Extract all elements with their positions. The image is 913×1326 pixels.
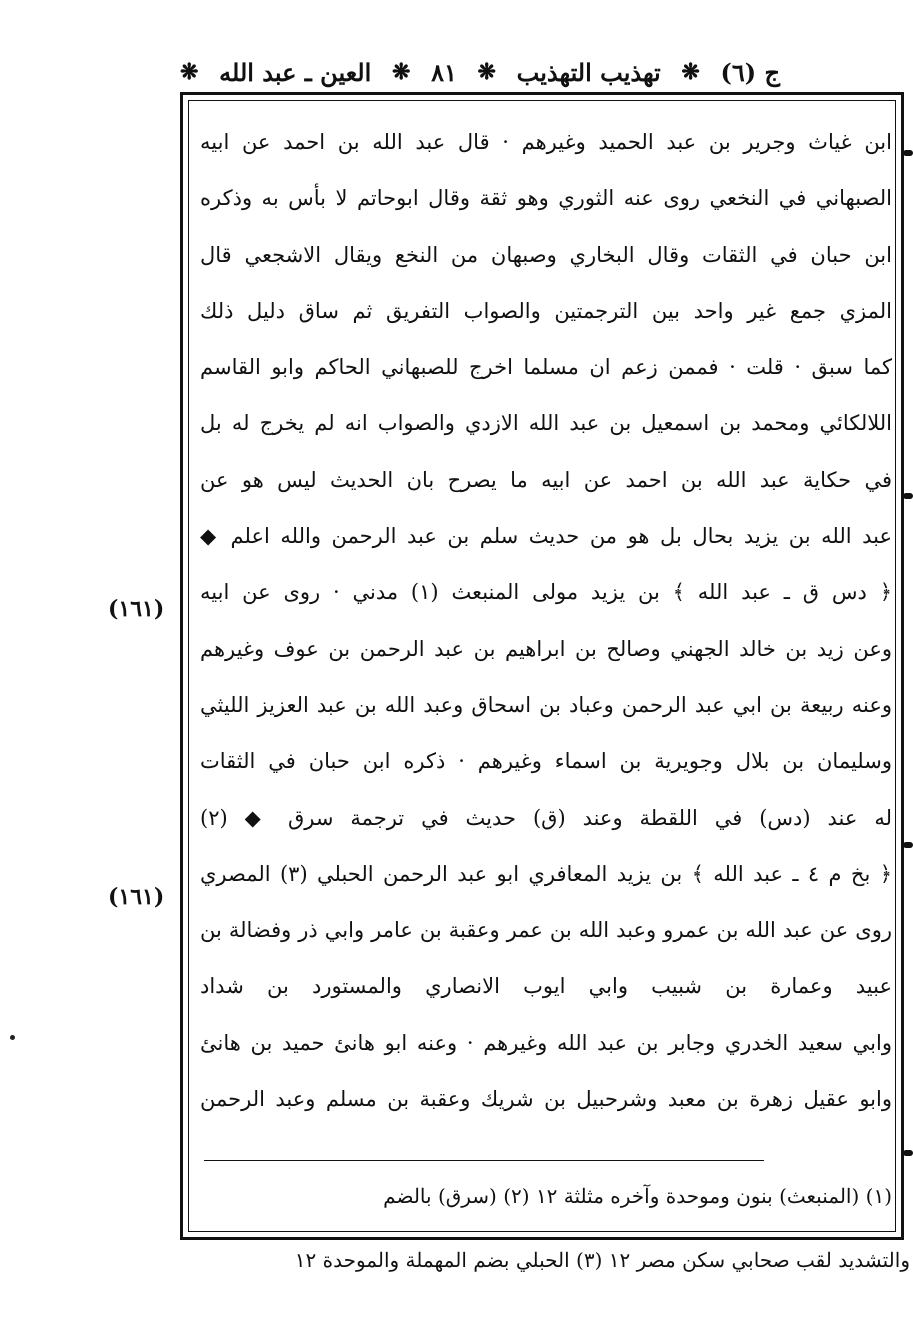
margin-entry-number: (١٦١) <box>108 596 165 622</box>
text-line: له عند (دس) في اللقطة وعند (ق) حديث في ترجمة سرق ◆ (٢) <box>200 805 892 830</box>
footnote-divider <box>204 1160 764 1161</box>
text-line: المزي جمع غير واحد بين الترجمتين والصواب التفريق ثم ساق دليل ذلك <box>200 298 892 323</box>
binding-mark <box>903 493 913 499</box>
text-line: في حكاية عبد الله بن احمد عن ابيه ما يصرح بان الحديث ليس هو عن <box>200 467 892 492</box>
section-title: العين ـ عبد الله <box>219 57 372 87</box>
binding-mark <box>903 1150 913 1156</box>
binding-mark <box>903 150 913 156</box>
page-header <box>180 52 780 92</box>
text-line: عبيد وعمارة بن شبيب وابي ايوب الانصاري والمستورد بن شداد <box>200 974 892 999</box>
text-line: وعنه ربيعة بن ابي عبد الرحمن وعباد بن اسحاق وعبد الله بن عبد العزيز الليثي <box>200 692 892 717</box>
ornament-icon: ❋ <box>681 59 700 85</box>
text-line: روى عن عبد الله بن عمرو وعبد الله بن عمر وعقبة بن عامر وابي ذر وفضالة بن <box>200 918 892 943</box>
main-text <box>200 114 892 1127</box>
entry-heading-line: ﴿ بخ م ٤ ـ عبد الله ﴾ بن يزيد المعافري ابو عبد الرحمن الحبلي (٣) المصري <box>200 861 892 886</box>
text-line: وعن زيد بن خالد الجهني وصالح بن ابراهيم بن عبد الرحمن بن عوف وغيرهم <box>200 636 892 661</box>
book-title: تهذيب التهذيب <box>516 57 661 87</box>
text-line: كما سبق · قلت · فممن زعم ان مسلما اخرج للصبهاني الحاكم وابو القاسم <box>200 355 892 380</box>
footnote-line: (١) (المنبعث) بنون وموحدة وآخره مثلثة ١٢ (٢) (سرق) بالضم <box>383 1184 892 1208</box>
text-line: الصبهاني في النخعي روى عنه الثوري وهو ثقة وقال ابوحاتم لا بأس به وذكره <box>200 186 892 211</box>
scan-speck <box>10 1035 15 1040</box>
text-line: عبد الله بن يزيد بحال بل هو من حديث سلم بن عبد الرحمن والله اعلم ◆ <box>200 524 892 549</box>
binding-mark <box>903 842 913 848</box>
text-line: وابي سعيد الخدري وجابر بن عبد الله وغيرهم · وعنه ابو هانئ حميد بن هانئ <box>200 1030 892 1055</box>
entry-heading-line: ﴿ دس ق ـ عبد الله ﴾ بن يزيد مولى المنبعث (١) مدني · روى عن ابيه <box>200 580 892 605</box>
volume-marker: ج (٦) <box>720 57 780 87</box>
margin-entry-number: (١٦١) <box>108 884 165 910</box>
page-number: ٨١ <box>431 57 457 87</box>
ornament-icon: ❋ <box>180 59 199 85</box>
ornament-icon: ❋ <box>477 59 496 85</box>
text-line: اللالكائي ومحمد بن اسمعيل بن عبد الله الازدي والصواب انه لم يخرج له بل <box>200 411 892 436</box>
text-line: وسليمان بن بلال وجويرية بن اسماء وغيرهم · ذكره ابن حبان في الثقات <box>200 749 892 774</box>
text-line: ابن غياث وجرير بن عبد الحميد وغيرهم · قال عبد الله بن احمد عن ابيه <box>200 130 892 154</box>
text-line: وابو عقيل زهرة بن معبد وشرحبيل بن شريك وعقبة بن مسلم وعبد الرحمن <box>200 1087 892 1112</box>
ornament-icon: ❋ <box>391 59 411 85</box>
footnote-line: والتشديد لقب صحابي سكن مصر ١٢ (٣) الحبلي بضم المهملة والموحدة ١٢ <box>294 1248 910 1272</box>
text-line: ابن حبان في الثقات وقال البخاري وصبهان من النخع ويقال الاشجعي قال <box>200 242 892 267</box>
